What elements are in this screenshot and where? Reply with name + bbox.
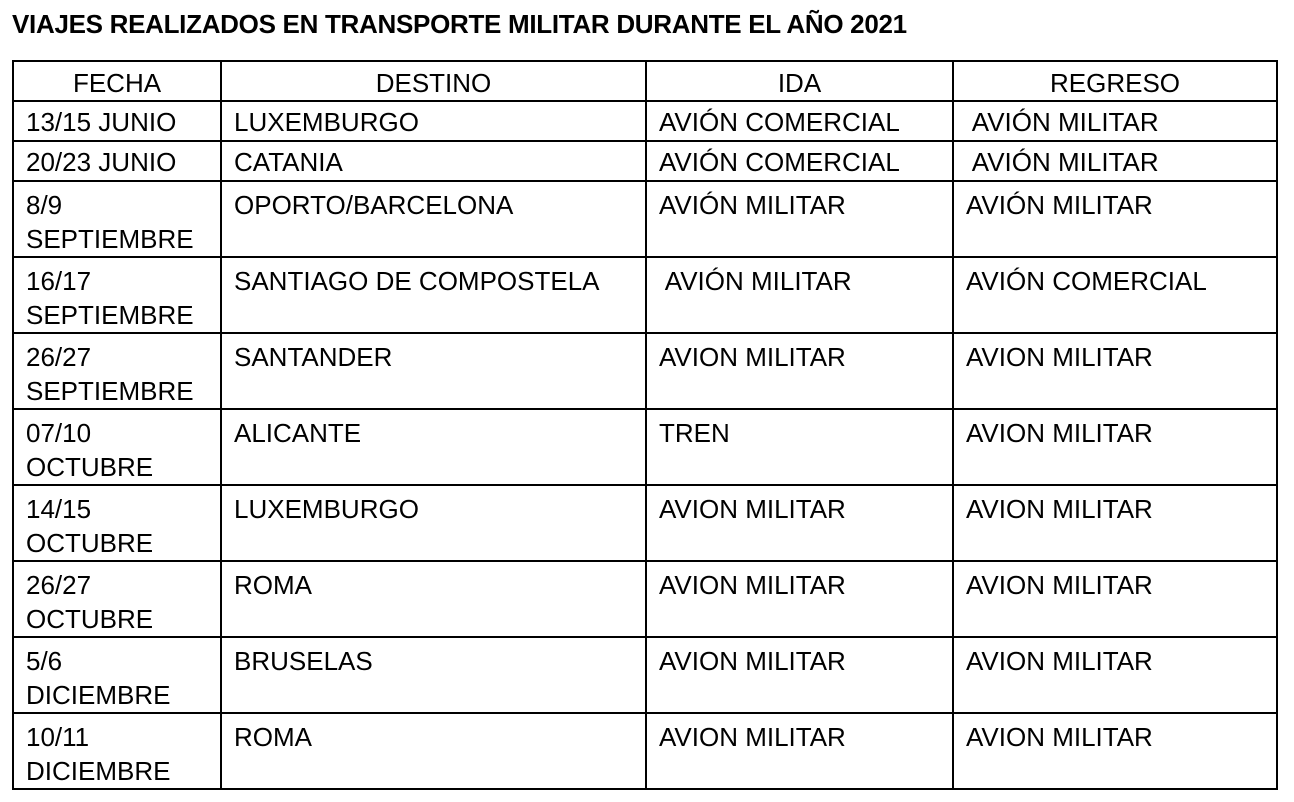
fecha-line: 20/23 JUNIO: [26, 147, 177, 177]
cell-fecha: [13, 141, 221, 181]
cell-destino: CATANIA: [221, 141, 646, 181]
cell-ida: AVION MILITAR: [646, 637, 953, 713]
cell-regreso: AVION MILITAR: [953, 637, 1277, 713]
table-row: [13, 141, 1277, 181]
table-row: [13, 485, 1277, 561]
document-title: VIAJES REALIZADOS EN TRANSPORTE MILITAR DURANTE EL AÑO 2021: [12, 9, 907, 39]
cell-ida: AVION MILITAR: [646, 485, 953, 561]
fecha-line: DICIEMBRE: [26, 756, 171, 786]
cell-regreso: AVIÓN COMERCIAL: [953, 257, 1277, 333]
cell-regreso: AVION MILITAR: [953, 333, 1277, 409]
fecha-line: 5/6: [26, 646, 63, 676]
column-header-ida: IDA: [646, 61, 953, 101]
cell-ida: AVION MILITAR: [646, 561, 953, 637]
cell-regreso: AVIÓN MILITAR: [953, 181, 1277, 257]
fecha-line: 26/27: [26, 342, 92, 372]
cell-fecha: [13, 333, 221, 409]
cell-destino: SANTIAGO DE COMPOSTELA: [221, 257, 646, 333]
table-row: [13, 561, 1277, 637]
fecha-line: SEPTIEMBRE: [26, 376, 194, 406]
fecha-line: OCTUBRE: [26, 528, 154, 558]
table-row: [13, 409, 1277, 485]
table-row: [13, 181, 1277, 257]
cell-regreso: AVION MILITAR: [953, 713, 1277, 789]
cell-regreso: AVIÓN MILITAR: [953, 101, 1277, 141]
column-header-fecha: FECHA: [13, 61, 221, 101]
cell-ida: TREN: [646, 409, 953, 485]
column-header-destino: DESTINO: [221, 61, 646, 101]
cell-fecha: [13, 485, 221, 561]
cell-fecha: [13, 101, 221, 141]
cell-regreso: AVIÓN MILITAR: [953, 141, 1277, 181]
cell-destino: BRUSELAS: [221, 637, 646, 713]
fecha-line: SEPTIEMBRE: [26, 224, 194, 254]
fecha-line: 16/17: [26, 266, 92, 296]
fecha-line: 07/10: [26, 418, 92, 448]
table-row: [13, 101, 1277, 141]
cell-ida: AVION MILITAR: [646, 333, 953, 409]
cell-ida: AVIÓN COMERCIAL: [646, 101, 953, 141]
cell-regreso: AVION MILITAR: [953, 561, 1277, 637]
fecha-line: OCTUBRE: [26, 604, 154, 634]
cell-fecha: [13, 561, 221, 637]
fecha-line: 26/27: [26, 570, 92, 600]
cell-destino: ALICANTE: [221, 409, 646, 485]
cell-destino: ROMA: [221, 713, 646, 789]
table-body: [13, 101, 1277, 789]
cell-regreso: AVION MILITAR: [953, 485, 1277, 561]
fecha-line: 8/9: [26, 190, 63, 220]
table-header-row: [13, 61, 1277, 101]
cell-destino: LUXEMBURGO: [221, 101, 646, 141]
cell-destino: LUXEMBURGO: [221, 485, 646, 561]
cell-regreso: AVION MILITAR: [953, 409, 1277, 485]
table-row: [13, 713, 1277, 789]
table-row: [13, 257, 1277, 333]
cell-fecha: [13, 713, 221, 789]
cell-fecha: [13, 181, 221, 257]
table-row: [13, 637, 1277, 713]
fecha-line: OCTUBRE: [26, 452, 154, 482]
column-header-regreso: REGRESO: [953, 61, 1277, 101]
cell-destino: OPORTO/BARCELONA: [221, 181, 646, 257]
cell-ida: AVION MILITAR: [646, 713, 953, 789]
cell-destino: SANTANDER: [221, 333, 646, 409]
table-row: [13, 333, 1277, 409]
cell-destino: ROMA: [221, 561, 646, 637]
cell-ida: AVIÓN MILITAR: [646, 181, 953, 257]
cell-ida: AVIÓN MILITAR: [646, 257, 953, 333]
fecha-line: 10/11: [26, 722, 90, 752]
cell-fecha: [13, 409, 221, 485]
fecha-line: DICIEMBRE: [26, 680, 171, 710]
fecha-line: 13/15 JUNIO: [26, 107, 177, 137]
cell-fecha: [13, 257, 221, 333]
trips-table: [12, 60, 1278, 790]
cell-ida: AVIÓN COMERCIAL: [646, 141, 953, 181]
fecha-line: SEPTIEMBRE: [26, 300, 194, 330]
fecha-line: 14/15: [26, 494, 92, 524]
cell-fecha: [13, 637, 221, 713]
